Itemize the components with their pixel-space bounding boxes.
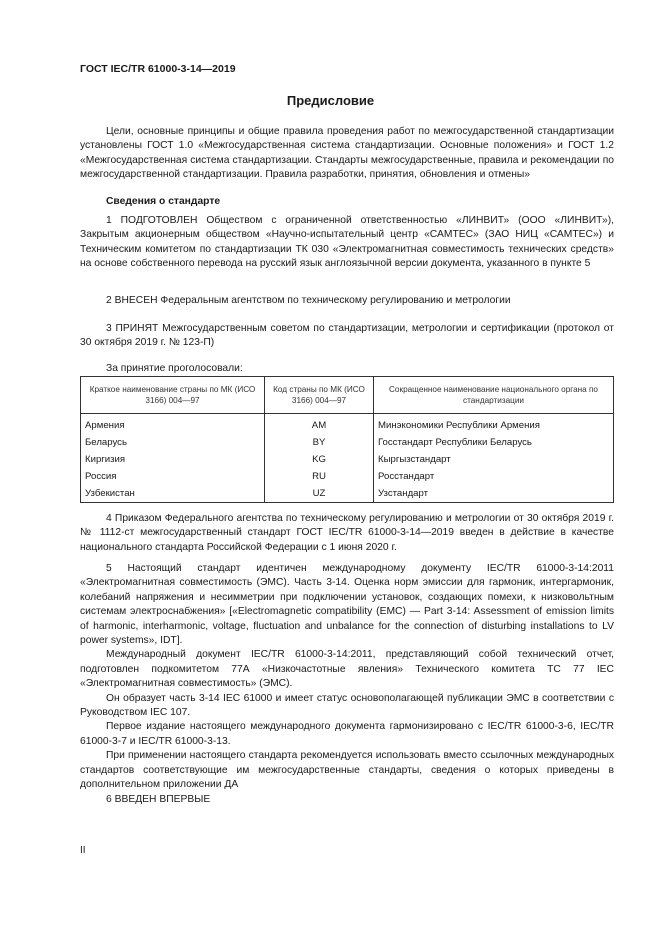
cell-country: Беларусь: [81, 434, 265, 451]
page-title: Предисловие: [286, 93, 375, 108]
item-1-paragraph: 1 ПОДГОТОВЛЕН Обществом с ограниченной ответственностью «ЛИНВИТ» (ООО «ЛИНВИТ»), Закрытым акционерным обществом «Научно-испытательный центр «САМТЕС» (ЗАО НИЦ «САМТЕС») и Техническим комитетом по стандартизации ТК 030 «Электромагнитная совместимость технических средств» на основе собственного перевода на русский язык англоязычной версии документа, указанного в пункте 5: [80, 215, 614, 270]
table-row: [81, 468, 614, 485]
item4-block: [80, 512, 614, 555]
cell-body: Кыргызстандарт: [374, 451, 614, 468]
cell-country: Армения: [81, 414, 265, 435]
cell-body: Минэкономики Республики Армения: [374, 414, 614, 435]
item-5-paragraph-b: Он образует часть 3-14 IEC 61000 и имеет статус основополагающей публикации ЭМС в соответствии с Руководством IEC 107.: [80, 692, 614, 719]
item1-block: [80, 214, 614, 272]
header-code: Код страны по МК (ИСО 3166) 004—97: [265, 377, 374, 414]
table-row: [81, 434, 614, 451]
cell-country: Киргизия: [81, 451, 265, 468]
cell-code: KG: [265, 451, 374, 468]
cell-body: Госстандарт Республики Беларусь: [374, 434, 614, 451]
item-5-paragraph-d: При применении настоящего стандарта рекомендуется использовать вместо ссылочных международных стандартов соответствующие им межгосударственные стандарты, сведения о которых приведены в дополнительном приложении ДА: [80, 750, 614, 791]
item-5-paragraph: 5 Настоящий стандарт идентичен международному документу IEC/TR 61000-3-14:2011 «Электромагнитная совместимость (ЭМС). Часть 3-14. Оценка норм эмиссии для гармоник, интергармоник, колебаний напряжения и несимметрии при подключении установок, создающих помехи, к низковольтным системам электроснабжения» [«Electromagnetic compatibility (EMC) — Part 3-14: Assessment of emission limits of harmonic, interharmonic, voltage, fluctuation and unbalance for the connection of disturbing installations to LV power systems», IDT].: [80, 563, 614, 647]
item-4-paragraph: 4 Приказом Федерального агентства по техническому регулированию и метрологии от 30 октября 2019 г. № 1112-ст межгосударственный стандарт ГОСТ IEC/TR 61000-3-14—2019 введен в действие в качестве национального стандарта Российской Федерации с 1 июня 2020 г.: [80, 513, 614, 553]
item-3-paragraph: 3 ПРИНЯТ Межгосударственным советом по стандартизации, метрологии и сертификации (протокол от 30 октября 2019 г. № 123-П): [80, 323, 614, 349]
cell-country: Узбекистан: [81, 485, 265, 503]
item2-block: [80, 294, 614, 308]
cell-body: Росстандарт: [374, 468, 614, 485]
item6-block: [80, 793, 614, 807]
intro-block: [80, 125, 614, 183]
cell-body: Узстандарт: [374, 485, 614, 503]
item-5-paragraph-a: Международный документ IEC/TR 61000-3-14:2011, представляющий собой технический отчет, подготовлен подкомитетом 77А «Низкочастотные явления» Технического комитета ТС 77 IEC «Электромагнитная совместимость» (ЭМС).: [80, 649, 614, 690]
cell-code: RU: [265, 468, 374, 485]
section-subtitle: Сведения о стандарте: [106, 196, 221, 207]
document-header: ГОСТ IEC/TR 61000-3-14—2019: [80, 63, 236, 75]
cell-country: Россия: [81, 468, 265, 485]
cell-code: UZ: [265, 485, 374, 503]
item3-block: [80, 322, 614, 351]
item5-block: [80, 562, 614, 793]
vote-label: За принятие проголосовали:: [106, 363, 243, 374]
item-2-paragraph: 2 ВНЕСЕН Федеральным агентством по техническому регулированию и метрологии: [106, 295, 511, 306]
table-header-row: [81, 377, 614, 414]
header-body: Сокращенное наименование национального органа по стандартизации: [374, 377, 614, 414]
table-row: [81, 485, 614, 503]
intro-paragraph: Цели, основные принципы и общие правила проведения работ по межгосударственной стандартизации установлены ГОСТ 1.0 «Межгосударственная система стандартизации. Основные положения» и ГОСТ 1.2 «Межгосударственная система стандартизации. Стандарты межгосударственные, правила и рекомендации по межгосударственной стандартизации. Правила разработки, принятия, обновления и отмены»: [80, 126, 614, 181]
table-row: [81, 414, 614, 435]
cell-code: AM: [265, 414, 374, 435]
voting-table: [80, 376, 614, 503]
header-country: Краткое наименование страны по МК (ИСО 3166) 004—97: [81, 377, 265, 414]
cell-code: BY: [265, 434, 374, 451]
subtitle-block: [80, 195, 614, 209]
table-row: [81, 451, 614, 468]
page-number: II: [80, 845, 86, 856]
item-5-paragraph-c: Первое издание настоящего международного документа гармонизировано с IEC/TR 61000-3-6, IEC/TR 61000-3-7 и IEC/TR 61000-3-13.: [80, 721, 614, 747]
item-6-paragraph: 6 ВВЕДЕН ВПЕРВЫЕ: [106, 794, 211, 805]
